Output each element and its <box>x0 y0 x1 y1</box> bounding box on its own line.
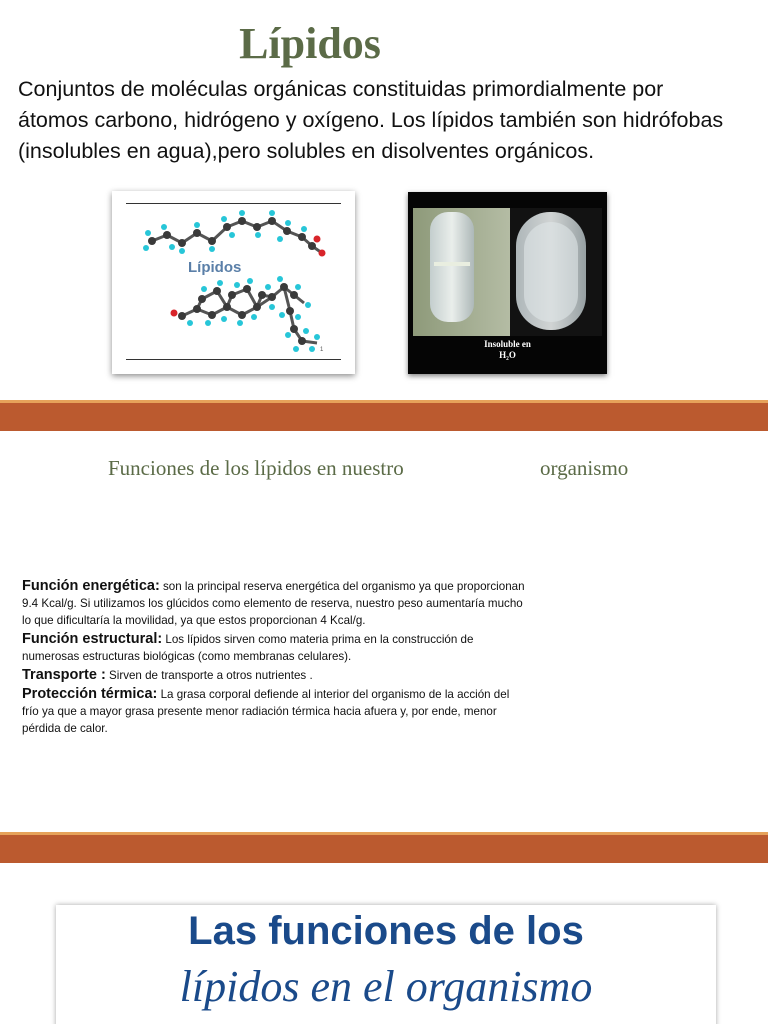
tube-caption-line1: Insoluble en <box>484 339 531 349</box>
function-text: Los lípidos sirven como materia prima en la construcción de numerosas estructuras biológicas (como membranas celulares). <box>22 633 474 663</box>
divider-band-1 <box>0 400 768 431</box>
function-name: Protección térmica: <box>22 686 158 702</box>
image-rule-bottom <box>126 359 341 360</box>
function-text: La grasa corporal defiende al interior del organismo de la acción del frío ya que a mayor grasa presente menor radiación térmica hacia afuera y, por ende, menor pérdida de calor. <box>22 688 510 735</box>
banner-line1: Las funciones de los <box>188 909 584 953</box>
functions-title-part1: Funciones de los lípidos en nuestro <box>108 456 404 480</box>
function-name: Función estructural: <box>22 631 163 647</box>
function-text: Sirven de transporte a otros nutrientes . <box>105 669 313 682</box>
molecule-page-number: 1 <box>320 347 324 353</box>
function-text: son la principal reserva energética del organismo ya que proporcionan 9.4 Kcal/g. Si utilizamos los glúcidos como elemento de reserva, nuestro peso aumentaría mucho lo que dificultaría la movilidad, ya que estos proporcionan 4 Kcal/g. <box>22 580 525 627</box>
lipid-molecule-illustration <box>112 191 355 374</box>
function-transport <box>22 667 527 684</box>
functions-list <box>22 578 527 739</box>
function-structural <box>22 631 527 665</box>
functions-banner <box>56 905 716 1024</box>
tube-caption-line2: H₂O <box>499 350 516 360</box>
lipid-molecule-image <box>112 191 355 374</box>
function-name: Función energética: <box>22 578 160 594</box>
function-energetic <box>22 578 527 629</box>
divider-band-2 <box>0 832 768 863</box>
intro-paragraph: Conjuntos de moléculas orgánicas constituidas primordialmente por átomos carbono, hidrógeno y oxígeno. Los lípidos también son hidrófobas (insolubles en agua),pero solubles en disolventes orgánicos. <box>18 77 724 163</box>
test-tube-image <box>408 192 607 374</box>
page-title: Lípidos <box>239 19 381 68</box>
banner-line2: lípidos en el organismo <box>179 962 593 1011</box>
function-name: Transporte : <box>22 667 106 683</box>
functions-title-part2: organismo <box>540 456 629 480</box>
function-thermal <box>22 686 527 737</box>
molecule-label: Lípidos <box>188 259 242 276</box>
